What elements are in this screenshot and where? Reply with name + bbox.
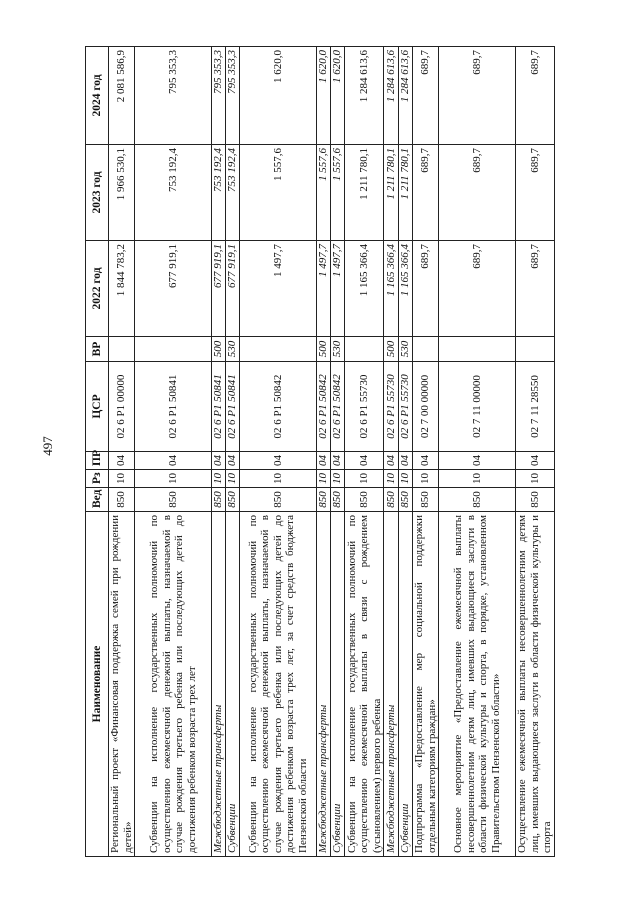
- row-name: Субвенции на исполнение государственных полномочий по осуществлению ежемесячной денежной выплаты, назначаемой в случае рождения третьего ребенка или последующих детей до достижения ребенком возраста трех лет, за счет средств бюджета Пензенской области: [240, 512, 316, 857]
- row-2024: 2 081 586,9: [109, 47, 135, 145]
- row-pr: 04: [226, 452, 240, 470]
- row-2022: 689,7: [412, 241, 438, 337]
- budget-table: [85, 46, 555, 857]
- table-row: [412, 47, 438, 857]
- row-vr: 530: [226, 337, 240, 362]
- row-2023: 1 211 780,1: [384, 145, 398, 241]
- row-ved: 850: [135, 488, 211, 512]
- row-rz: 10: [226, 470, 240, 488]
- table-row: [439, 47, 515, 857]
- row-2022: 1 165 366,4: [398, 241, 412, 337]
- header-csr: ЦСР: [86, 362, 109, 452]
- row-ved: 850: [211, 488, 225, 512]
- row-2024: 689,7: [515, 47, 554, 145]
- row-name: Субвенции на исполнение государственных полномочий по осуществлению ежемесячной денежной выплаты, назначаемой в случае рождения третьего ребенка или последующих детей до достижения ребенком возраста трех лет: [135, 512, 211, 857]
- table-row: [330, 47, 344, 857]
- header-2022: 2022 год: [86, 241, 109, 337]
- row-csr: 02 7 11 00000: [439, 362, 515, 452]
- row-2022: 677 919,1: [211, 241, 225, 337]
- row-2024: 795 353,3: [226, 47, 240, 145]
- row-ved: 850: [316, 488, 330, 512]
- row-csr: 02 6 P1 55730: [384, 362, 398, 452]
- row-2022: 677 919,1: [226, 241, 240, 337]
- row-rz: 10: [384, 470, 398, 488]
- row-vr: [439, 337, 515, 362]
- row-name: Межбюджетные трансферты: [384, 512, 398, 857]
- row-vr: 530: [398, 337, 412, 362]
- row-rz: 10: [240, 470, 316, 488]
- row-2022: 1 497,7: [240, 241, 316, 337]
- row-ved: 850: [240, 488, 316, 512]
- row-name: Межбюджетные трансферты: [316, 512, 330, 857]
- row-2023: 689,7: [412, 145, 438, 241]
- row-csr: 02 6 P1 55730: [345, 362, 384, 452]
- row-2022: 689,7: [515, 241, 554, 337]
- header-ved: Вед: [86, 488, 109, 512]
- row-vr: [515, 337, 554, 362]
- row-rz: 10: [135, 470, 211, 488]
- row-csr: 02 7 11 28550: [515, 362, 554, 452]
- row-pr: 04: [398, 452, 412, 470]
- row-pr: 04: [384, 452, 398, 470]
- row-ved: 850: [515, 488, 554, 512]
- row-2024: 795 353,3: [211, 47, 225, 145]
- row-2024: 1 284 613,6: [398, 47, 412, 145]
- header-2023: 2023 год: [86, 145, 109, 241]
- row-vr: 500: [211, 337, 225, 362]
- row-name: Подпрограмма «Предоставление мер социальной поддержки отдельным категориям граждан»: [412, 512, 438, 857]
- row-2024: 1 284 613,6: [345, 47, 384, 145]
- row-2023: 1 211 780,1: [345, 145, 384, 241]
- row-vr: 530: [330, 337, 344, 362]
- row-2024: 689,7: [412, 47, 438, 145]
- row-ved: 850: [384, 488, 398, 512]
- row-ved: 850: [412, 488, 438, 512]
- table-row: [515, 47, 554, 857]
- table-row: [211, 47, 225, 857]
- row-csr: 02 6 P1 00000: [109, 362, 135, 452]
- row-pr: 04: [109, 452, 135, 470]
- row-vr: [345, 337, 384, 362]
- row-name: Основное мероприятие «Предоставление ежемесячной выплаты несовершеннолетним детям лиц, имевших выдающиеся заслуги в области физической культуры и спорта, в порядке, установленном Правительством Пензенской области»: [439, 512, 515, 857]
- row-ved: 850: [439, 488, 515, 512]
- row-2023: 753 192,4: [226, 145, 240, 241]
- row-2022: 677 919,1: [135, 241, 211, 337]
- row-2023: 1 211 780,1: [398, 145, 412, 241]
- table-row: [345, 47, 384, 857]
- row-2024: 1 620,0: [240, 47, 316, 145]
- table-header-row: [86, 47, 109, 857]
- budget-table-container: [85, 47, 555, 857]
- row-csr: 02 6 P1 50841: [211, 362, 225, 452]
- row-2023: 689,7: [439, 145, 515, 241]
- row-pr: 04: [211, 452, 225, 470]
- row-csr: 02 6 P1 50842: [316, 362, 330, 452]
- row-ved: 850: [330, 488, 344, 512]
- page-number: 497: [40, 436, 55, 456]
- row-name: Региональный проект «Финансовая поддержка семей при рождении детей»: [109, 512, 135, 857]
- header-vr: ВР: [86, 337, 109, 362]
- row-2023: 689,7: [515, 145, 554, 241]
- table-row: [109, 47, 135, 857]
- row-2022: 1 165 366,4: [384, 241, 398, 337]
- row-pr: 04: [316, 452, 330, 470]
- row-2024: 689,7: [439, 47, 515, 145]
- row-2023: 1 557,6: [330, 145, 344, 241]
- row-csr: 02 6 P1 50842: [240, 362, 316, 452]
- row-rz: 10: [109, 470, 135, 488]
- row-2023: 753 192,4: [211, 145, 225, 241]
- row-ved: 850: [345, 488, 384, 512]
- row-name: Субвенции: [226, 512, 240, 857]
- table-row: [384, 47, 398, 857]
- row-pr: 04: [412, 452, 438, 470]
- row-csr: 02 6 P1 50841: [135, 362, 211, 452]
- row-name: Субвенции на исполнение государственных полномочий по осуществлению ежемесячной выплаты в связи с рождением (усыновлением) первого ребенка: [345, 512, 384, 857]
- table-row: [398, 47, 412, 857]
- row-2023: 753 192,4: [135, 145, 211, 241]
- header-pr: ПР: [86, 452, 109, 470]
- row-csr: 02 6 P1 50841: [226, 362, 240, 452]
- row-2022: 1 165 366,4: [345, 241, 384, 337]
- row-pr: 04: [135, 452, 211, 470]
- row-name: Осуществление ежемесячной выплаты несовершеннолетним детям лиц, имевших выдающиеся заслуги в области физической культуры и спорта: [515, 512, 554, 857]
- row-pr: 04: [240, 452, 316, 470]
- table-row: [135, 47, 211, 857]
- header-name: Наименование: [86, 512, 109, 857]
- row-rz: 10: [211, 470, 225, 488]
- row-2024: 1 620,0: [316, 47, 330, 145]
- row-vr: 500: [316, 337, 330, 362]
- row-2023: 1 557,6: [240, 145, 316, 241]
- row-rz: 10: [316, 470, 330, 488]
- row-csr: 02 6 P1 55730: [398, 362, 412, 452]
- row-pr: 04: [330, 452, 344, 470]
- row-rz: 10: [330, 470, 344, 488]
- table-row: [240, 47, 316, 857]
- row-csr: 02 7 00 00000: [412, 362, 438, 452]
- row-rz: 10: [515, 470, 554, 488]
- row-csr: 02 6 P1 50842: [330, 362, 344, 452]
- row-name: Межбюджетные трансферты: [211, 512, 225, 857]
- row-name: Субвенции: [398, 512, 412, 857]
- row-vr: [240, 337, 316, 362]
- row-pr: 04: [345, 452, 384, 470]
- row-rz: 10: [412, 470, 438, 488]
- row-name: Субвенции: [330, 512, 344, 857]
- row-vr: [135, 337, 211, 362]
- header-rz: Рз: [86, 470, 109, 488]
- row-ved: 850: [226, 488, 240, 512]
- row-pr: 04: [515, 452, 554, 470]
- row-ved: 850: [398, 488, 412, 512]
- row-vr: 500: [384, 337, 398, 362]
- row-ved: 850: [109, 488, 135, 512]
- table-row: [226, 47, 240, 857]
- row-2024: 795 353,3: [135, 47, 211, 145]
- row-2023: 1 557,6: [316, 145, 330, 241]
- row-2022: 1 497,7: [316, 241, 330, 337]
- row-2024: 1 284 613,6: [384, 47, 398, 145]
- row-vr: [109, 337, 135, 362]
- row-rz: 10: [345, 470, 384, 488]
- row-rz: 10: [398, 470, 412, 488]
- row-vr: [412, 337, 438, 362]
- table-row: [316, 47, 330, 857]
- row-rz: 10: [439, 470, 515, 488]
- row-2022: 1 497,7: [330, 241, 344, 337]
- row-2022: 689,7: [439, 241, 515, 337]
- row-pr: 04: [439, 452, 515, 470]
- row-2024: 1 620,0: [330, 47, 344, 145]
- row-2023: 1 966 530,1: [109, 145, 135, 241]
- row-2022: 1 844 783,2: [109, 241, 135, 337]
- header-2024: 2024 год: [86, 47, 109, 145]
